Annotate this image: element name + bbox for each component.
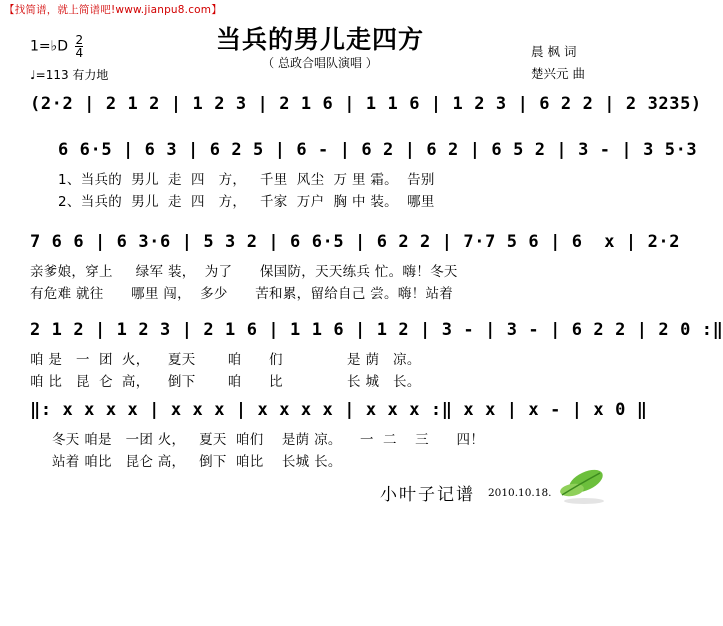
key-signature [30,34,83,59]
song-title: 当兵的男儿走四方 [215,25,424,54]
intro-notes: (2·2 | 2 1 2 | 1 2 3 | 2 1 6 | 1 1 6 | 1 2 3 | 6 2 2 | 2 3235) [30,94,702,114]
transcriber-signature: 小叶子记谱 [380,485,475,505]
line1-lyric-verse2: 2、当兵的 男儿 走 四 方， 千家 万户 胸 中 装。 哪里 [58,194,435,210]
line2-lyric-verse2: 有危难 就往 哪里 闯， 多少 苦和累，留给自己 尝。嗨！站着 [30,286,454,302]
time-denominator: 4 [75,46,84,60]
line4-lyric-verse1: 冬天 咱是 一团 火， 夏天 咱们 是荫 凉。 一 二 三 四！ [52,432,485,448]
line1-notes: 6 6·5 | 6 3 | 6 2 5 | 6 - | 6 2 | 6 2 | 6 5 2 | 3 - | 3 5·3 [58,140,698,160]
line3-notes: 2 1 2 | 1 2 3 | 2 1 6 | 1 1 6 | 1 2 | 3 - | 3 - | 6 2 2 | 2 0 :‖ [30,320,723,340]
time-numerator: 2 [75,33,84,47]
watermark: 【找简谱，就上简谱吧!www.jianpu8.com】 [4,4,222,16]
line3-lyric-verse2: 咱 比 昆 仑 高， 倒下 咱 比 长 城 长。 [30,374,421,390]
line3-lyric-verse1: 咱 是 一 团 火， 夏天 咱 们 是 荫 凉。 [30,352,421,368]
time-signature [75,34,83,59]
lyricist-credit: 晨 枫 词 [531,44,577,59]
line2-notes: 7 6 6 | 6 3·6 | 5 3 2 | 6 6·5 | 6 2 2 | 7·7 5 6 | 6 x | 2·2 [30,232,681,252]
composer-credit: 楚兴元 曲 [531,66,585,81]
line1-lyric-verse1: 1、当兵的 男儿 走 四 方， 千里 风尘 万 里 霜。 告别 [58,172,435,188]
key-label: 1=♭D [30,38,69,55]
song-subtitle: （ 总政合唱队演唱 ） [262,56,378,70]
line4-notes: ‖: x x x x | x x x | x x x x | x x x :‖ x x | x - | x 0 ‖ [30,400,648,420]
tempo-marking: ♩=113 有力地 [30,68,109,82]
line2-lyric-verse1: 亲爹娘，穿上 绿军 装， 为了 保国防，天天练兵 忙。嗨！冬天 [30,264,458,280]
transcription-date: 2010.10.18. [488,487,552,499]
leaf-icon [556,465,608,505]
line4-lyric-verse2: 站着 咱比 昆仑 高， 倒下 咱比 长城 长。 [52,454,342,470]
